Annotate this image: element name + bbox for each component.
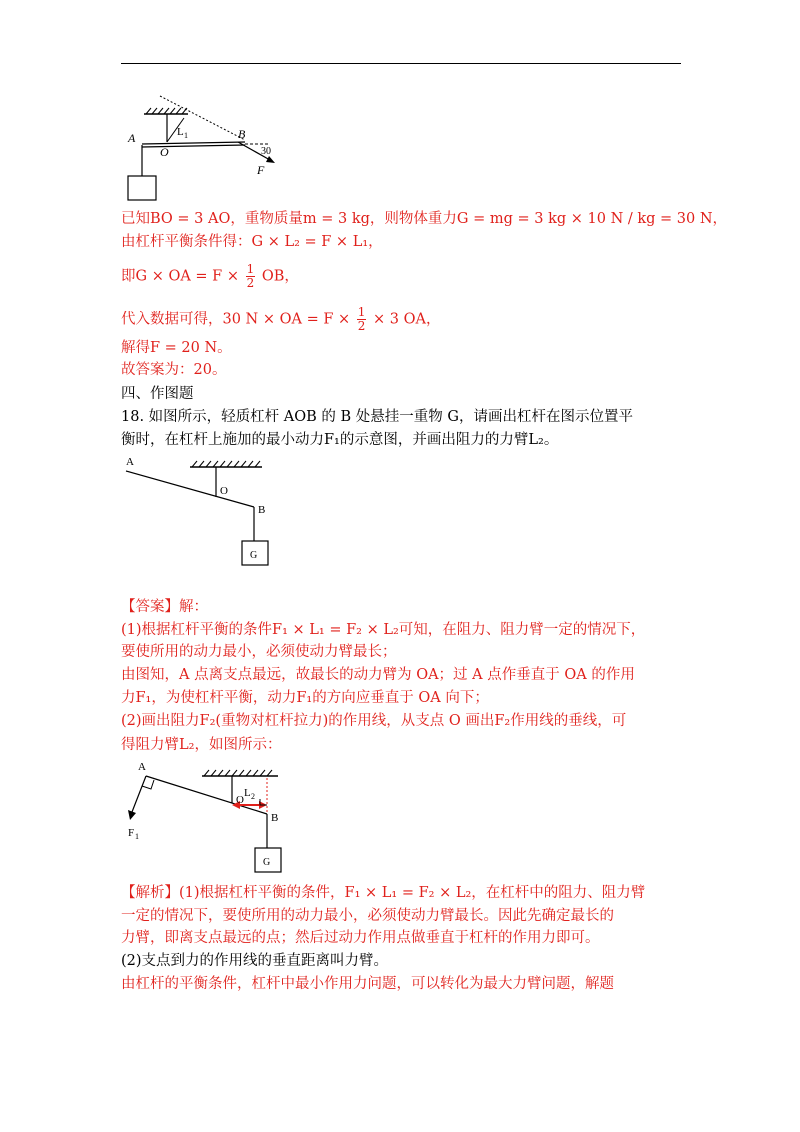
solution-line-1: 已知BO = 3 AO，重物质量m = 3 kg，则物体重力G = mg = 3 kg × 10 N / kg = 30 N， bbox=[121, 211, 728, 227]
label-O: O bbox=[160, 145, 169, 159]
label-G: G bbox=[250, 550, 258, 561]
solution-line-3: 即G × OA = F × $\frac{1}{2}$ OB， bbox=[121, 262, 299, 290]
label-A: A bbox=[128, 131, 136, 145]
answer-line-6: 得阻力臂L₂，如图所示： bbox=[121, 737, 282, 753]
label-angle: 30 bbox=[261, 146, 271, 157]
label-B: B bbox=[258, 504, 266, 516]
analysis-line-5: 由杠杆的平衡条件，杠杆中最小作用力问题，可以转化为最大力臂问题，解题 bbox=[121, 976, 614, 992]
label-O: O bbox=[236, 794, 244, 806]
answer-heading: 【答案】解： bbox=[121, 599, 208, 615]
label-G: G bbox=[263, 857, 271, 868]
figure-lever-answer bbox=[120, 758, 285, 878]
label-A: A bbox=[138, 761, 146, 773]
solution-line-2: 由杠杆平衡条件得：G × L₂ = F × L₁， bbox=[121, 234, 383, 250]
label-L2: L bbox=[244, 787, 251, 799]
figure-lever-30deg bbox=[120, 92, 290, 204]
solution-line-5: 解得F = 20 N。 bbox=[121, 340, 232, 356]
analysis-line-1: 【解析】(1)根据杠杆平衡的条件，F₁ × L₁ = F₂ × L₂，在杠杆中的阻力、阻力臂 bbox=[121, 885, 646, 901]
answer-line-5: (2)画出阻力F₂(重物对杠杆拉力)的作用线，从支点 O 画出F₂作用线的垂线，可 bbox=[121, 713, 627, 729]
label-O: O bbox=[220, 485, 228, 497]
answer-line-1: (1)根据杠杆平衡的条件F₁ × L₁ = F₂ × L₂可知，在阻力、阻力臂一定的情况下， bbox=[121, 622, 646, 638]
solution-line-4: 代入数据可得，30 N × OA = F × $\frac{1}{2}$ × 3 OA， bbox=[121, 305, 441, 333]
label-A: A bbox=[126, 456, 134, 468]
question-18-line-2: 衡时，在杠杆上施加的最小动力F₁的示意图，并画出阻力的力臂L₂。 bbox=[121, 432, 559, 448]
figure-lever-question bbox=[122, 455, 272, 570]
answer-line-2: 要使所用的动力最小，必须使动力臂最长； bbox=[121, 644, 397, 660]
label-L1: L bbox=[177, 126, 184, 138]
label-B: B bbox=[238, 127, 246, 141]
analysis-line-3: 力臂，即离支点最远的点；然后过动力作用点做垂直于杠杆的作用力即可。 bbox=[121, 930, 600, 946]
question-18-line-1: 18. 如图所示，轻质杠杆 AOB 的 B 处悬挂一重物 G，请画出杠杆在图示位置平 bbox=[121, 409, 633, 425]
analysis-line-2: 一定的情况下，要使所用的动力最小，必须使动力臂最长。因此先确定最长的 bbox=[121, 908, 614, 924]
label-L2-sub: 2 bbox=[251, 792, 255, 801]
label-L1-sub: 1 bbox=[184, 131, 188, 140]
answer-line-4: 力F₁，为使杠杆平衡，动力F₁的方向应垂直于 OA 向下； bbox=[121, 690, 489, 706]
label-F1: F bbox=[128, 827, 135, 839]
label-B: B bbox=[271, 812, 279, 824]
label-F1-sub: 1 bbox=[135, 832, 139, 841]
answer-line-3: 由图知，A 点离支点最远，故最长的动力臂为 OA；过 A 点作垂直于 OA 的作用 bbox=[121, 667, 635, 683]
solution-line-6: 故答案为：20。 bbox=[121, 362, 227, 378]
analysis-line-4: (2)支点到力的作用线的垂直距离叫力臂。 bbox=[121, 953, 389, 969]
label-F: F bbox=[257, 163, 265, 177]
section-heading: 四、作图题 bbox=[121, 386, 194, 402]
header-rule bbox=[121, 63, 681, 64]
